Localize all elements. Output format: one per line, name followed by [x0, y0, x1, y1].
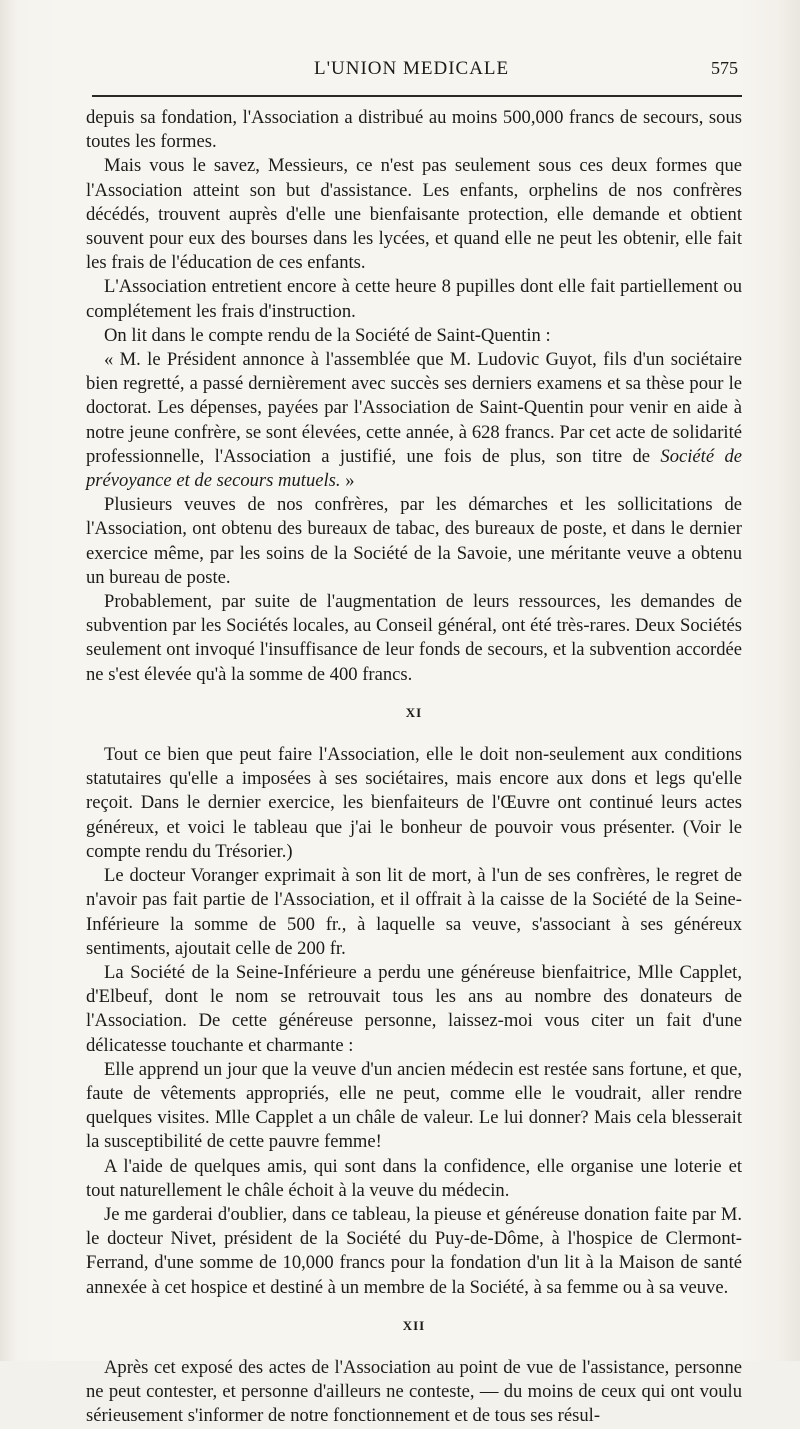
paragraph: On lit dans le compte rendu de la Société de Saint-Quentin :: [104, 324, 551, 346]
paragraph: Elle apprend un jour que la veuve d'un ancien médecin est restée sans fortune, et que, faute de vêtements appropriés, elle ne peut, comme elle le voudrait, aller rendre quelques visites. Mlle Capplet a un châle de valeur. Le lui donner? Mais cela blesserait la susceptibilité de cette pauvre femme!: [86, 1058, 742, 1153]
paragraph: Probablement, par suite de l'augmentation de leurs ressources, les demandes de subvention par les Sociétés locales, au Conseil général, ont été très-rares. Deux Sociétés seulement ont invoqué l'insuffisance de leur fonds de secours, et la subvention accordée ne s'est élevée qu'à la somme de 400 francs.: [86, 591, 742, 685]
quotation-text: « M. le Président annonce à l'assemblée que M. Ludovic Guyot, fils d'un sociétaire bien regretté, a passé dernièrement avec succès ses derniers examens et sa thèse pour le doctorat. Les dépenses, payées par l'Association de Saint-Quentin pour venir en aide à notre jeune confrère, se sont élevées, cette année, à 628 francs. Par cet acte de solidarité professionnelle, l'Association a justifié, une fois de plus, son titre de: [86, 349, 742, 467]
paragraph: depuis sa fondation, l'Association a distribué au moins 500,000 francs de secours, sous toutes les formes.: [86, 107, 742, 153]
page-header: [94, 58, 740, 86]
quotation-close: »: [340, 470, 355, 492]
society-title: Société de prévoyance et de secours mutuels.: [86, 445, 742, 492]
section-heading-xii: XII: [402, 1317, 426, 1333]
quotation-paragraph: [86, 348, 742, 493]
paragraph: L'Association entretient encore à cette heure 8 pupilles dont elle fait partiellement ou complétement les frais d'instruction.: [86, 276, 742, 322]
paragraph: Après cet exposé des actes de l'Association au point de vue de l'assistance, personne ne peut contester, et personne d'ailleurs ne conteste, — du moins de ceux qui ont voulu sérieusement s'informer de notre fonctionnement et de tous ses résul-: [86, 1356, 742, 1427]
section-heading-xi: XI: [405, 704, 423, 720]
paragraph: Tout ce bien que peut faire l'Association, elle le doit non-seulement aux conditions statutaires qu'elle a imposées à ses sociétaires, mais encore aux dons et legs qu'elle reçoit. Dans le dernier exercice, les bienfaiteurs de l'Œuvre ont continué leurs actes généreux, et voici le tableau que j'ai le bonheur de pouvoir vous présenter. (Voir le compte rendu du Trésorier.): [86, 744, 742, 862]
paragraph: Je me garderai d'oublier, dans ce tableau, la pieuse et généreuse donation faite par M. le docteur Nivet, président de la Société du Puy-de-Dôme, à l'hospice de Clermont-Ferrand, d'une somme de 10,000 francs pour la fondation d'un lit à la Maison de santé annexée à cet hospice et destiné à un membre de la Société, à sa femme ou à sa veuve.: [86, 1203, 742, 1298]
paragraph: A l'aide de quelques amis, qui sont dans la confidence, elle organise une loterie et tout naturellement le châle échoit à la veuve du médecin.: [86, 1155, 742, 1201]
page-number: 575: [711, 58, 738, 78]
running-title: L'UNION MEDICALE: [314, 58, 510, 79]
paragraph: Le docteur Voranger exprimait à son lit de mort, à l'un de ses confrères, le regret de n'avoir pas fait partie de l'Association, et il offrait à la caisse de la Société de la Seine-Inférieure la somme de 500 fr., à laquelle sa veuve, s'associant à ses généreux sentiments, ajoutait celle de 200 fr.: [86, 865, 742, 959]
header-rule: [92, 95, 742, 97]
paragraph: Plusieurs veuves de nos confrères, par les démarches et les sollicitations de l'Association, ont obtenu des bureaux de tabac, des bureaux de poste, et dans le dernier exercice même, par les soins de la Société de la Savoie, une méritante veuve a obtenu un bureau de poste.: [86, 494, 742, 588]
paragraph: Mais vous le savez, Messieurs, ce n'est pas seulement sous ces deux formes que l'Association atteint son but d'assistance. Les enfants, orphelins de nos confrères décédés, trouvent auprès d'elle une bienfaisante protection, elle demande et obtient souvent pour eux des bourses dans les lycées, et quand elle ne peut les obtenir, elle fait les frais de l'éducation de ces enfants.: [86, 155, 742, 274]
paragraph: La Société de la Seine-Inférieure a perdu une généreuse bienfaitrice, Mlle Capplet, d'Elbeuf, dont le nom se retrouvait tous les ans au nombre des donateurs de l'Association. De cette généreuse personne, laissez-moi vous citer un fait d'une délicatesse touchante et charmante :: [86, 961, 742, 1056]
body-text: [86, 106, 742, 1429]
